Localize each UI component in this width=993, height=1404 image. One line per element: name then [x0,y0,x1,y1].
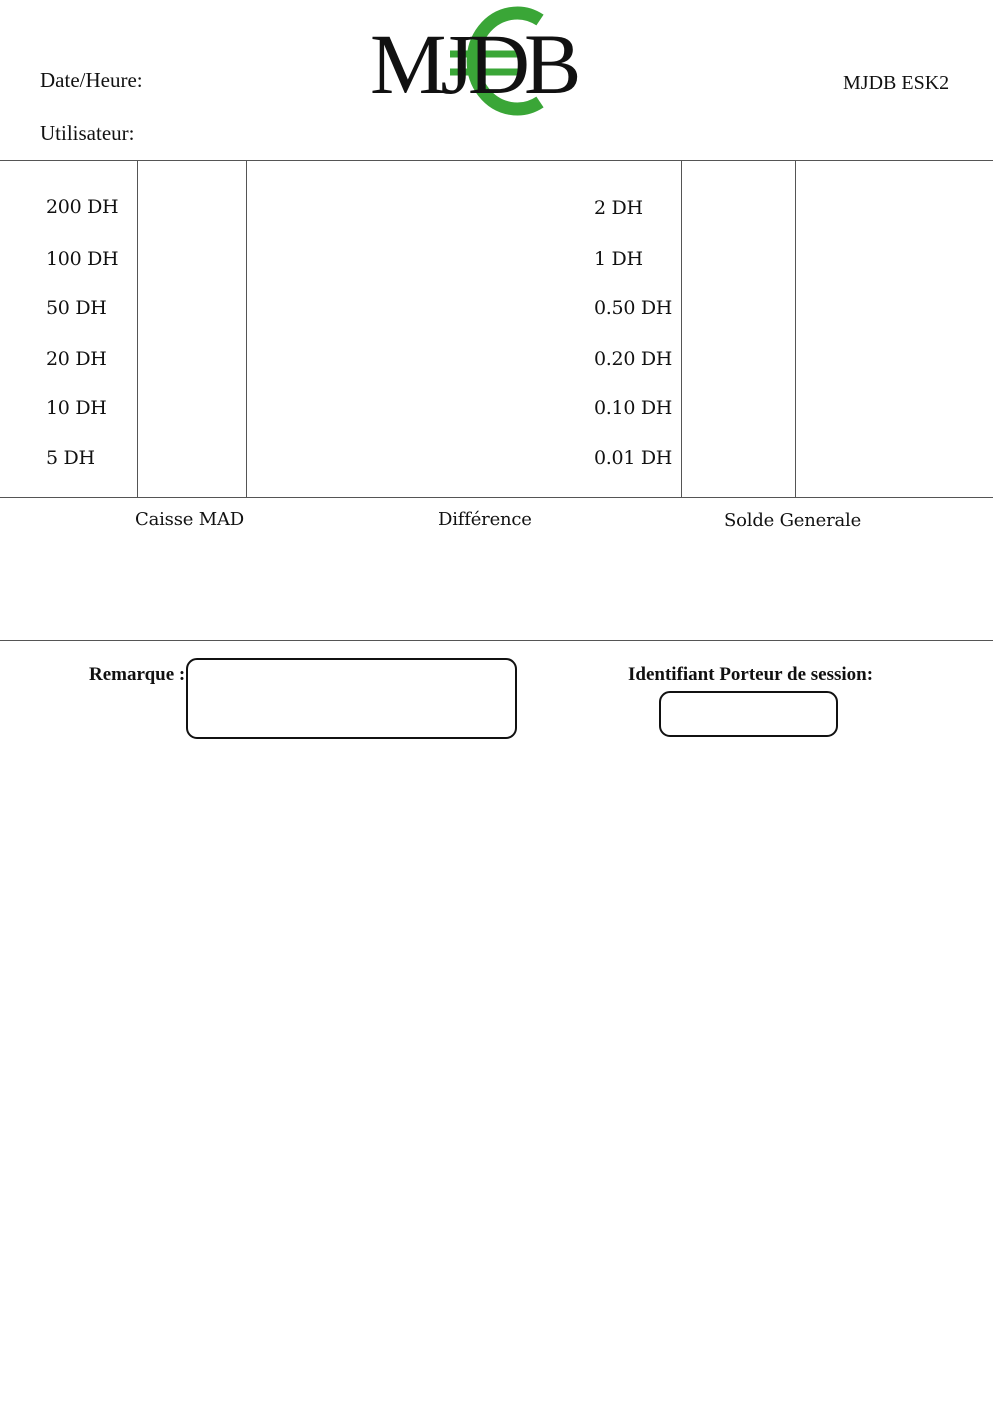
table-bottom-border [0,497,993,498]
col-divider-1 [137,160,138,497]
denomination-0-20-dh: 0.20 DH [594,348,673,370]
denomination-50-dh: 50 DH [46,297,107,319]
denomination-0-10-dh: 0.10 DH [594,397,673,419]
col-divider-3 [681,160,682,497]
cash-mad-label: Caisse MAD [135,509,244,530]
denomination-0-01-dh: 0.01 DH [594,447,673,469]
user-label: Utilisateur: [40,121,135,145]
denomination-2-dh: 2 DH [594,197,643,219]
remark-input[interactable] [186,658,517,739]
denomination-1-dh: 1 DH [594,248,643,270]
mjdb-logo [370,6,620,118]
table-top-border [0,160,993,161]
session-holder-id-label: Identifiant Porteur de session: [628,664,874,685]
denomination-0-50-dh: 0.50 DH [594,297,673,319]
summary-bottom-border [0,640,993,641]
difference-label: Différence [438,509,532,530]
session-holder-id-input[interactable] [659,691,838,737]
denomination-200-dh: 200 DH [46,196,119,218]
col-divider-4 [795,160,796,497]
general-balance-label: Solde Generale [724,510,862,531]
denomination-20-dh: 20 DH [46,348,107,370]
logo-wordmark: MJDB [370,16,576,112]
denomination-100-dh: 100 DH [46,248,119,270]
denomination-10-dh: 10 DH [46,397,107,419]
date-time-label: Date/Heure: [40,68,143,92]
remark-label: Remarque : [89,664,186,685]
col-divider-2 [246,160,247,497]
denomination-5-dh: 5 DH [46,447,95,469]
station-code: MJDB ESK2 [843,72,950,94]
